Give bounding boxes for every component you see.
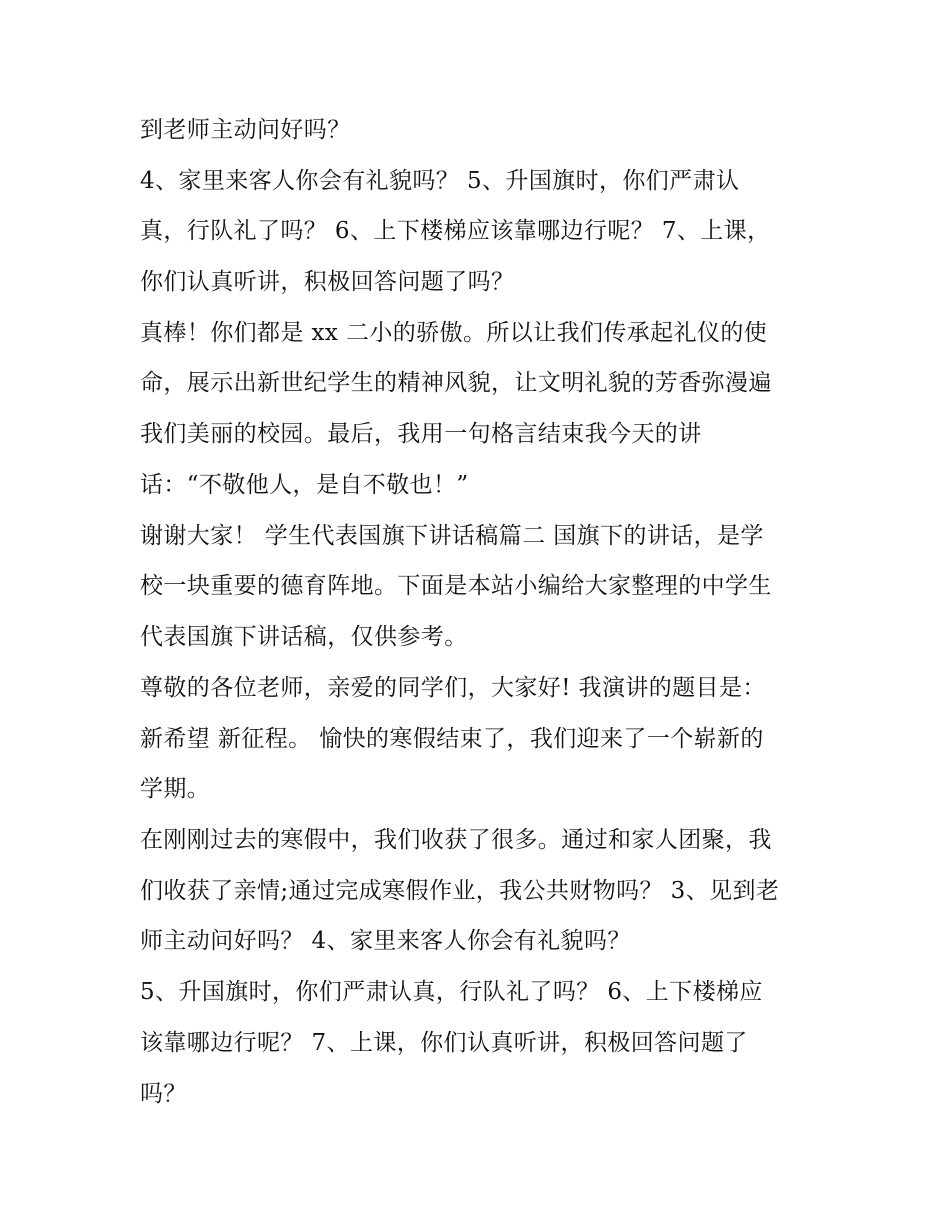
text-line: 4、家里来客人你会有礼貌吗？ 5、升国旗时，你们严肃认 — [140, 168, 740, 194]
text-line: 师主动问好吗？ 4、家里来客人你会有礼貌吗？ — [140, 928, 631, 954]
text-line: 真棒！你们都是 xx 二小的骄傲。所以让我们传承起礼仪的使 — [140, 320, 768, 346]
text-line: 代表国旗下讲话稿，仅供参考。 — [140, 624, 468, 650]
text-line: 吗？ — [140, 1081, 187, 1107]
text-line: 尊敬的各位老师，亲爱的同学们，大家好! 我演讲的题目是： — [140, 675, 766, 701]
text-line: 学期。 — [140, 776, 211, 802]
text-line: 你们认真听讲，积极回答问题了吗？ — [140, 269, 515, 295]
text-line: 校一块重要的德育阵地。下面是本站小编给大家整理的中学生 — [140, 573, 772, 599]
text-line: 该靠哪边行呢？ 7、上课，你们认真听讲，积极回答问题了 — [140, 1030, 748, 1056]
text-line: 谢谢大家！ 学生代表国旗下讲话稿篇二 国旗下的讲话，是学 — [140, 523, 764, 549]
text-line: 命，展示出新世纪学生的精神风貌，让文明礼貌的芳香弥漫遍 — [140, 370, 772, 396]
text-line: 5、升国旗时，你们严肃认真，行队礼了吗？ 6、上下楼梯应 — [140, 979, 763, 1005]
text-line: 新希望 新征程。 愉快的寒假结束了，我们迎来了一个崭新的 — [140, 726, 764, 752]
text-line: 在刚刚过去的寒假中，我们收获了很多。通过和家人团聚，我 — [140, 827, 772, 853]
text-line: 们收获了亲情;通过完成寒假作业，我公共财物吗？ 3、见到老 — [140, 878, 780, 904]
text-line: 话：“不敬他人，是自不敬也！” — [140, 472, 469, 498]
text-line: 我们美丽的校园。最后，我用一句格言结束我今天的讲 — [140, 421, 702, 447]
text-line: 真，行队礼了吗？ 6、上下楼梯应该靠哪边行呢？ 7、上课， — [140, 218, 771, 244]
text-line: 到老师主动问好吗？ — [140, 117, 351, 143]
